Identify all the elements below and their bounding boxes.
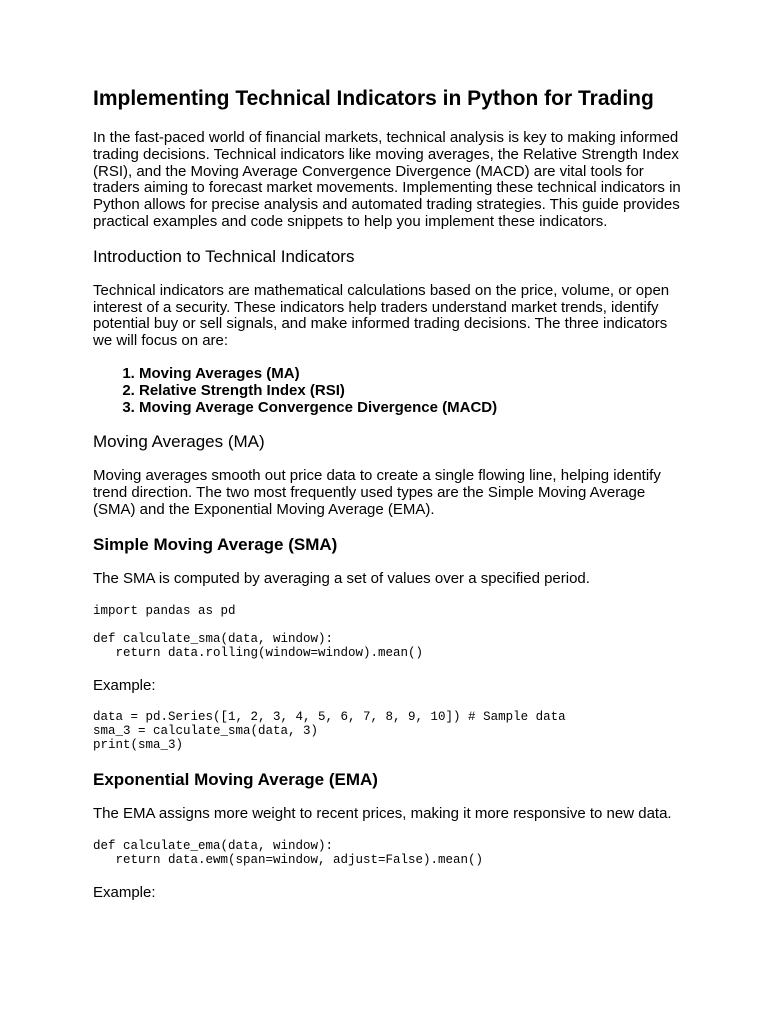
intro-paragraph: In the fast-paced world of financial markets, technical analysis is key to making informed trading decisions. Technical indicators like moving averages, the Relative Strength Index (RSI), and the Moving Average Convergence Divergence (MACD) are vital tools for traders aiming to forecast market movements. Implementing these technical indicators in Python allows for precise analysis and automated trading strategies. This guide provides practical examples and code snippets to help you implement these indicators. bbox=[93, 129, 681, 230]
heading-sma: Simple Moving Average (SMA) bbox=[93, 534, 338, 554]
moving-averages-paragraph: Moving averages smooth out price data to create a single flowing line, helping identify trend direction. The two most frequently used types are the Simple Moving Average (SMA) and the Exponential Moving Average (EMA). bbox=[93, 467, 661, 518]
introduction-paragraph: Technical indicators are mathematical calculations based on the price, volume, or open interest of a security. These indicators help traders understand market trends, identify potential buy or sell signals, and make informed trading decisions. The three indicators we will focus on are: bbox=[93, 281, 670, 350]
indicator-list bbox=[93, 366, 683, 416]
sma-paragraph: The SMA is computed by averaging a set of values over a specified period. bbox=[93, 569, 590, 587]
ema-code-block: def calculate_ema(data, window): return data.ewm(span=window, adjust=False).mean() bbox=[93, 839, 484, 868]
heading-moving-averages: Moving Averages (MA) bbox=[93, 432, 265, 452]
document-page bbox=[93, 86, 683, 918]
sma-code-block: import pandas as pd def calculate_sma(data, window): return data.rolling(window=window).mean() bbox=[93, 603, 424, 660]
sma-example-code-block: data = pd.Series([1, 2, 3, 4, 5, 6, 7, 8, 9, 10]) # Sample data sma_3 = calculate_sma(data, 3) print(sma_3) bbox=[93, 710, 566, 753]
document-title: Implementing Technical Indicators in Python for Trading bbox=[93, 87, 654, 110]
list-item: 3. Moving Average Convergence Divergence (MACD) bbox=[139, 400, 683, 417]
ema-example-label: Example: bbox=[93, 884, 156, 902]
list-item: 2. Relative Strength Index (RSI) bbox=[139, 383, 683, 400]
sma-example-label: Example: bbox=[93, 676, 156, 694]
heading-ema: Exponential Moving Average (EMA) bbox=[93, 770, 378, 790]
ema-paragraph: The EMA assigns more weight to recent prices, making it more responsive to new data. bbox=[93, 805, 672, 823]
heading-introduction: Introduction to Technical Indicators bbox=[93, 246, 355, 266]
list-item: 1. Moving Averages (MA) bbox=[139, 366, 683, 383]
